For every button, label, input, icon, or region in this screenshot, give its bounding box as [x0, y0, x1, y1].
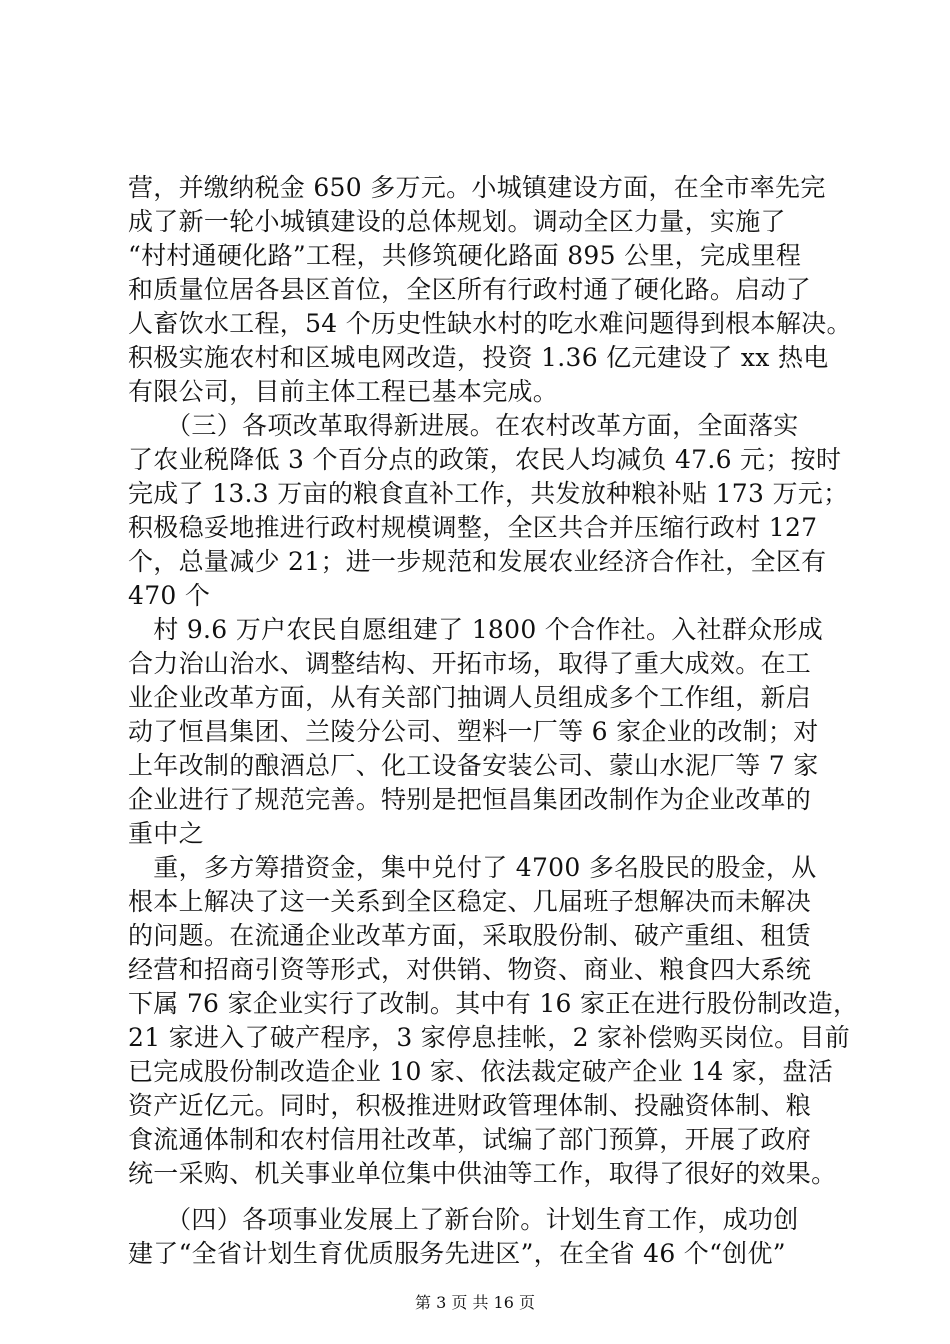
text-line: 重，多方筹措资金，集中兑付了 4700 多名股民的股金，从	[128, 853, 817, 882]
text-line: 有限公司，目前主体工程已基本完成。	[128, 377, 559, 406]
text-line: 食流通体制和农村信用社改革，试编了部门预算，开展了政府	[128, 1125, 812, 1154]
text-line: 营，并缴纳税金 650 多万元。小城镇建设方面，在全市率先完	[128, 173, 826, 202]
text-line: 完成了 13.3 万亩的粮食直补工作，共发放种粮补贴 173 万元；	[128, 479, 849, 508]
text-line: 根本上解决了这一关系到全区稳定、几届班子想解决而未解决	[128, 887, 812, 916]
text-line: 村 9.6 万户农民自愿组建了 1800 个合作社。入社群众形成	[128, 615, 824, 644]
text-line: 成了新一轮小城镇建设的总体规划。调动全区力量，实施了	[128, 207, 786, 236]
text-line: 合力治山治水、调整结构、开拓市场，取得了重大成效。在工	[128, 649, 812, 678]
text-line: 和质量位居各县区首位，全区所有行政村通了硬化路。启动了	[128, 275, 812, 304]
text-line: 统一采购、机关事业单位集中供油等工作，取得了很好的效果。	[128, 1159, 837, 1188]
text-line: 资产近亿元。同时，积极推进财政管理体制、投融资体制、粮	[128, 1091, 812, 1120]
text-line: 下属 76 家企业实行了改制。其中有 16 家正在进行股份制改造，	[128, 989, 859, 1018]
text-line: 已完成股份制改造企业 10 家、依法裁定破产企业 14 家，盘活	[128, 1057, 834, 1086]
text-line: 个，总量减少 21；进一步规范和发展农业经济合作社，全区有	[128, 547, 827, 576]
text-line: 的问题。在流通企业改革方面，采取股份制、破产重组、租赁	[128, 921, 812, 950]
text-line: 人畜饮水工程，54 个历史性缺水村的吃水难问题得到根本解决。	[128, 309, 852, 338]
text-line: 重中之	[128, 819, 204, 848]
text-line: 经营和招商引资等形式，对供销、物资、商业、粮食四大系统	[128, 955, 812, 984]
text-line: 业企业改革方面，从有关部门抽调人员组成多个工作组，新启	[128, 683, 812, 712]
section-heading-line: （三）各项改革取得新进展。在农村改革方面，全面落实	[128, 411, 799, 440]
text-line: 21 家进入了破产程序，3 家停息挂帐，2 家补偿购买岗位。目前	[128, 1023, 851, 1052]
text-line: 动了恒昌集团、兰陵分公司、塑料一厂等 6 家企业的改制；对	[128, 717, 819, 746]
text-line: 470 个	[128, 581, 211, 610]
text-line: 上年改制的酿酒总厂、化工设备安装公司、蒙山水泥厂等 7 家	[128, 751, 819, 780]
text-line: 建了“全省计划生育优质服务先进区”，在全省 46 个“创优”	[128, 1239, 786, 1268]
page-number-footer: 第 3 页 共 16 页	[415, 1293, 535, 1312]
text-line: 积极稳妥地推进行政村规模调整，全区共合并压缩行政村 127	[128, 513, 818, 542]
text-line: “村村通硬化路”工程，共修筑硬化路面 895 公里，完成里程	[128, 241, 802, 270]
text-line: 企业进行了规范完善。特别是把恒昌集团改制作为企业改革的	[128, 785, 812, 814]
text-line: 积极实施农村和区城电网改造，投资 1.36 亿元建设了 xx 热电	[128, 343, 829, 372]
section-heading-line: （四）各项事业发展上了新台阶。计划生育工作，成功创	[128, 1205, 799, 1234]
text-line: 了农业税降低 3 个百分点的政策，农民人均减负 47.6 元；按时	[128, 445, 842, 474]
